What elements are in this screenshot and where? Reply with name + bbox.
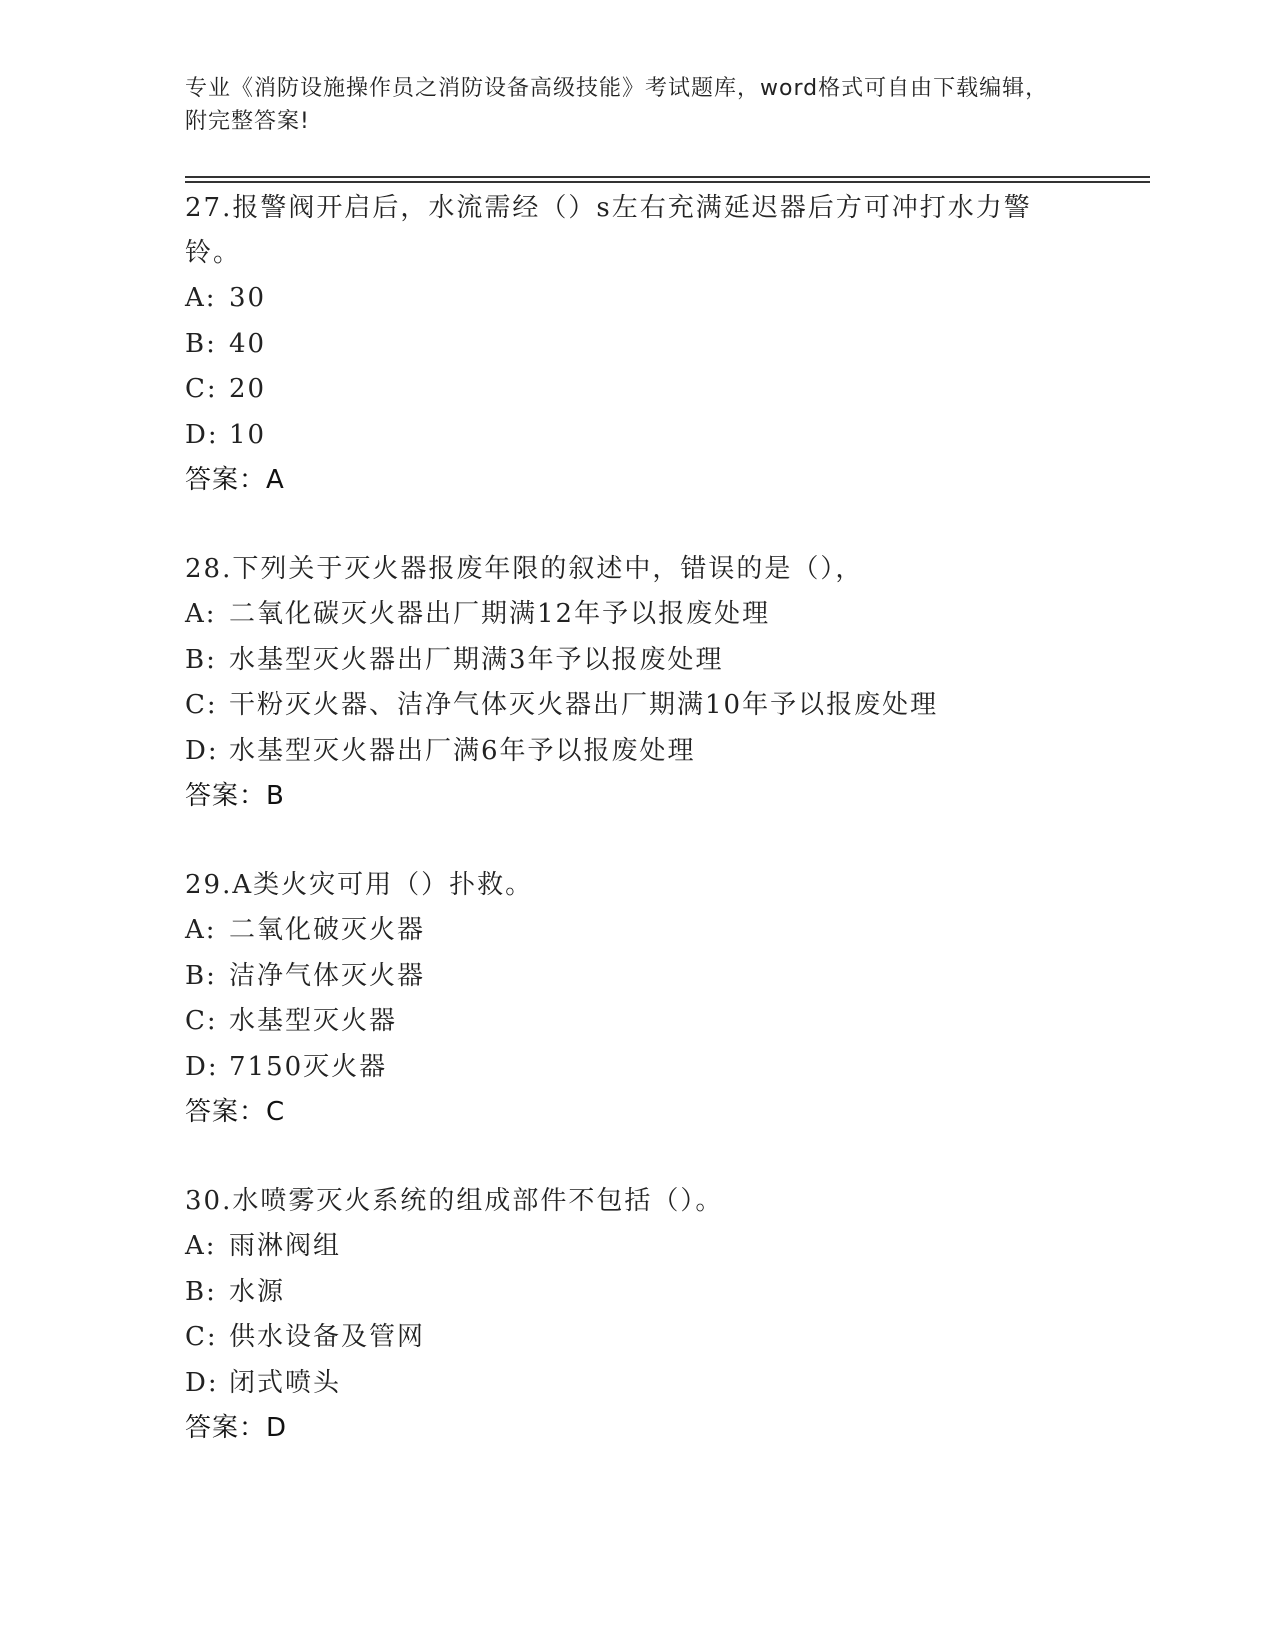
option-key: D: bbox=[185, 1051, 219, 1082]
header-divider-line bbox=[185, 176, 1150, 178]
option-key: D: bbox=[185, 1367, 219, 1398]
option-key: C: bbox=[185, 690, 218, 720]
option-d bbox=[185, 413, 1065, 459]
option-a bbox=[185, 592, 1065, 638]
option-text: 水基型灭火器 bbox=[229, 1006, 398, 1036]
option-c bbox=[185, 999, 1065, 1045]
option-text: 二氧化碳灭火器出厂期满12年予以报废处理 bbox=[229, 599, 771, 629]
option-key: B: bbox=[185, 328, 217, 359]
option-key: D: bbox=[185, 735, 219, 766]
question-item bbox=[185, 1179, 1065, 1451]
option-d bbox=[185, 729, 1065, 775]
question-stem: 28.下列关于灭火器报废年限的叙述中，错误的是（）， bbox=[185, 554, 864, 584]
option-a bbox=[185, 1224, 1065, 1270]
option-text: 雨淋阀组 bbox=[229, 1231, 342, 1261]
option-text: 水基型灭火器出厂期满3年予以报废处理 bbox=[229, 644, 724, 675]
question-item bbox=[185, 186, 1065, 503]
option-text: 干粉灭火器、洁净气体灭火器出厂期满10年予以报废处理 bbox=[229, 690, 939, 720]
option-text: 10 bbox=[229, 419, 267, 450]
option-a bbox=[185, 276, 1065, 322]
document-header: 专业《消防设施操作员之消防设备高级技能》考试题库，word格式可自由下载编辑，附完整答案! bbox=[185, 76, 1049, 134]
option-c bbox=[185, 1315, 1065, 1361]
option-text: 20 bbox=[229, 374, 267, 404]
option-b bbox=[185, 322, 1065, 368]
option-text: 闭式喷头 bbox=[229, 1367, 342, 1398]
option-b bbox=[185, 1270, 1065, 1316]
option-key: C: bbox=[185, 1322, 218, 1352]
option-key: A: bbox=[185, 283, 217, 313]
question-stem: 30.水喷雾灭火系统的组成部件不包括（）。 bbox=[185, 1186, 724, 1216]
option-c bbox=[185, 367, 1065, 413]
option-text: 洁净气体灭火器 bbox=[229, 960, 426, 991]
option-d bbox=[185, 1045, 1065, 1091]
option-text: 水基型灭火器出厂满6年予以报废处理 bbox=[229, 735, 696, 766]
answer-line: 答案：B bbox=[185, 781, 285, 811]
option-text: 7150灭火器 bbox=[229, 1051, 388, 1082]
option-d bbox=[185, 1361, 1065, 1407]
question-list bbox=[185, 186, 1065, 1495]
option-b bbox=[185, 954, 1065, 1000]
answer-line: 答案：A bbox=[185, 465, 285, 495]
answer-line: 答案：D bbox=[185, 1413, 288, 1443]
option-key: A: bbox=[185, 915, 217, 945]
option-key: B: bbox=[185, 1276, 217, 1307]
question-item bbox=[185, 863, 1065, 1135]
option-b bbox=[185, 638, 1065, 684]
option-key: C: bbox=[185, 374, 218, 404]
question-item bbox=[185, 547, 1065, 819]
question-stem: 27.报警阀开启后，水流需经（）s左右充满延迟器后方可冲打水力警铃。 bbox=[185, 193, 1032, 268]
option-text: 二氧化破灭火器 bbox=[229, 915, 426, 945]
option-text: 供水设备及管网 bbox=[229, 1322, 426, 1352]
option-c bbox=[185, 683, 1065, 729]
option-text: 水源 bbox=[229, 1276, 286, 1307]
option-key: C: bbox=[185, 1006, 218, 1036]
option-key: B: bbox=[185, 644, 217, 675]
option-key: A: bbox=[185, 599, 217, 629]
question-stem: 29.A类火灾可用（）扑救。 bbox=[185, 870, 534, 900]
answer-line: 答案：C bbox=[185, 1097, 286, 1127]
option-key: A: bbox=[185, 1231, 217, 1261]
option-key: D: bbox=[185, 419, 219, 450]
option-text: 40 bbox=[229, 328, 267, 359]
option-a bbox=[185, 908, 1065, 954]
option-key: B: bbox=[185, 960, 217, 991]
header-divider-line-double bbox=[185, 181, 1150, 183]
option-text: 30 bbox=[229, 283, 267, 313]
